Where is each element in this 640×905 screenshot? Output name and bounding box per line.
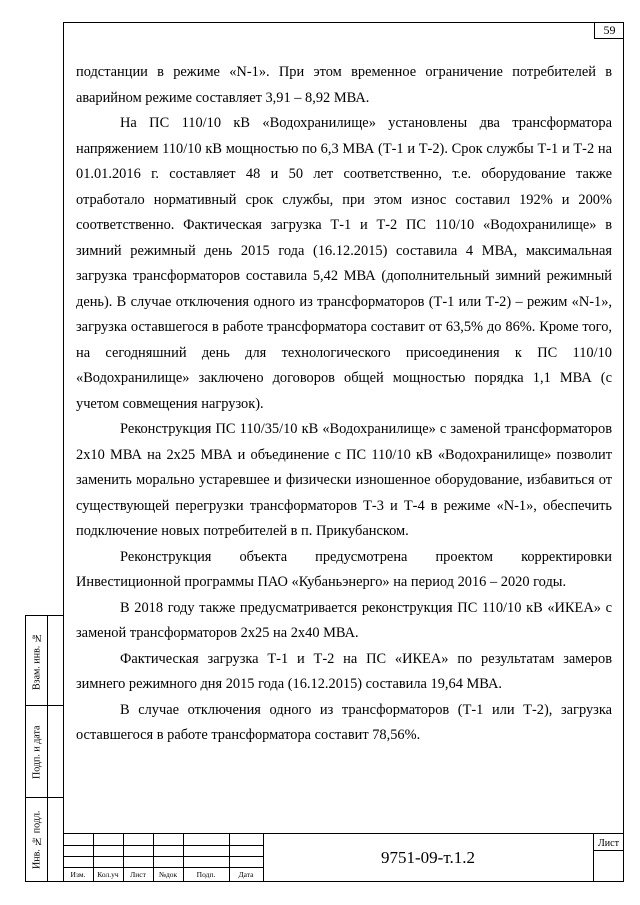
paragraph: Фактическая загрузка Т-1 и Т-2 на ПС «ИКЕА» по результатам замеров зимнего режимного дня 2015 года (16.12.2015) составила 19,64 МВА. (76, 650, 612, 692)
paragraph: На ПС 110/10 кВ «Водохранилище» установлены два трансформатора напряжением 110/10 кВ мощностью по 6,3 МВА (Т-1 и Т-2). Срок службы Т-1 и Т-2 на 01.01.2016 г. составляет 48 и 50 лет соответственно, т.е. оборудование также отработало нормативный срок службы, при этом износ составил 192% и 200% соответственно. Фактическая загрузка Т-1 и Т-2 ПС 110/10 «Водохранилище» в зимний режимный день 2015 года (16.12.2015) составила 4 МВА, максимальная загрузка трансформаторов составила 5,42 МВА (дополнительный зимний режимный день). В случае отключения одного из трансформаторов (Т-1 или Т-2) – режим «N-1», загрузка оставшегося в работе трансформатора составит от 63,5% до 86%. Кроме того, на сегодняшний день для технологического присоединения к ПС 110/10 «Водохранилище» заключено договоров общей мощностью порядка 1,1 МВА (с учетом совмещения нагрузок). (76, 115, 612, 412)
page-number: 59 (594, 22, 624, 39)
side-stamp-inv (25, 798, 63, 882)
column-label: Лист (130, 870, 146, 879)
document-code: 9751-09-т.1.2 (381, 848, 475, 867)
paragraph: В случае отключения одного из трансформаторов (Т-1 или Т-2), загрузка оставшегося в работе трансформатора составит 78,56%. (76, 701, 612, 743)
document-body (76, 60, 612, 749)
side-stamp-vzam (25, 615, 63, 706)
column-label: Изм. (70, 870, 86, 879)
paragraph: подстанции в режиме «N-1». При этом временное ограничение потребителей в аварийном режиме составляет 3,91 – 8,92 МВА. (76, 64, 612, 106)
paragraph: В 2018 году также предусматривается реконструкция ПС 110/10 кВ «ИКЕА» с заменой трансформаторов 2х25 на 2х40 МВА. (76, 599, 612, 641)
paragraph: Реконструкция объекта предусмотрена проектом корректировки Инвестиционной программы ПАО «Кубаньэнерго» на период 2016 – 2020 годы. (76, 548, 612, 590)
side-stamp-label: Инв. № подл. (31, 810, 43, 870)
side-stamp-label: Подп. и дата (31, 725, 43, 779)
title-block (63, 833, 624, 882)
column-label: Дата (238, 870, 254, 879)
column-label: Подп. (196, 870, 216, 879)
side-stamp-podp (25, 706, 63, 798)
side-stamp-label: Взам. инв. № (31, 632, 43, 691)
column-label: №док (158, 870, 178, 879)
column-label: Кол.уч (97, 870, 119, 879)
paragraph: Реконструкция ПС 110/35/10 кВ «Водохранилище» с заменой трансформаторов 2х10 МВА на 2х25 МВА и объединение с ПС 110/10 кВ «Водохранилище» позволит заменить морально устаревшее и физически изношенное оборудование, избавиться от существующей перегрузки трансформаторов Т-3 и Т-4 в режиме «N-1», обеспечить подключение новых потребителей в п. Прикубанском. (76, 421, 612, 539)
sheet-label: Лист (598, 838, 619, 849)
